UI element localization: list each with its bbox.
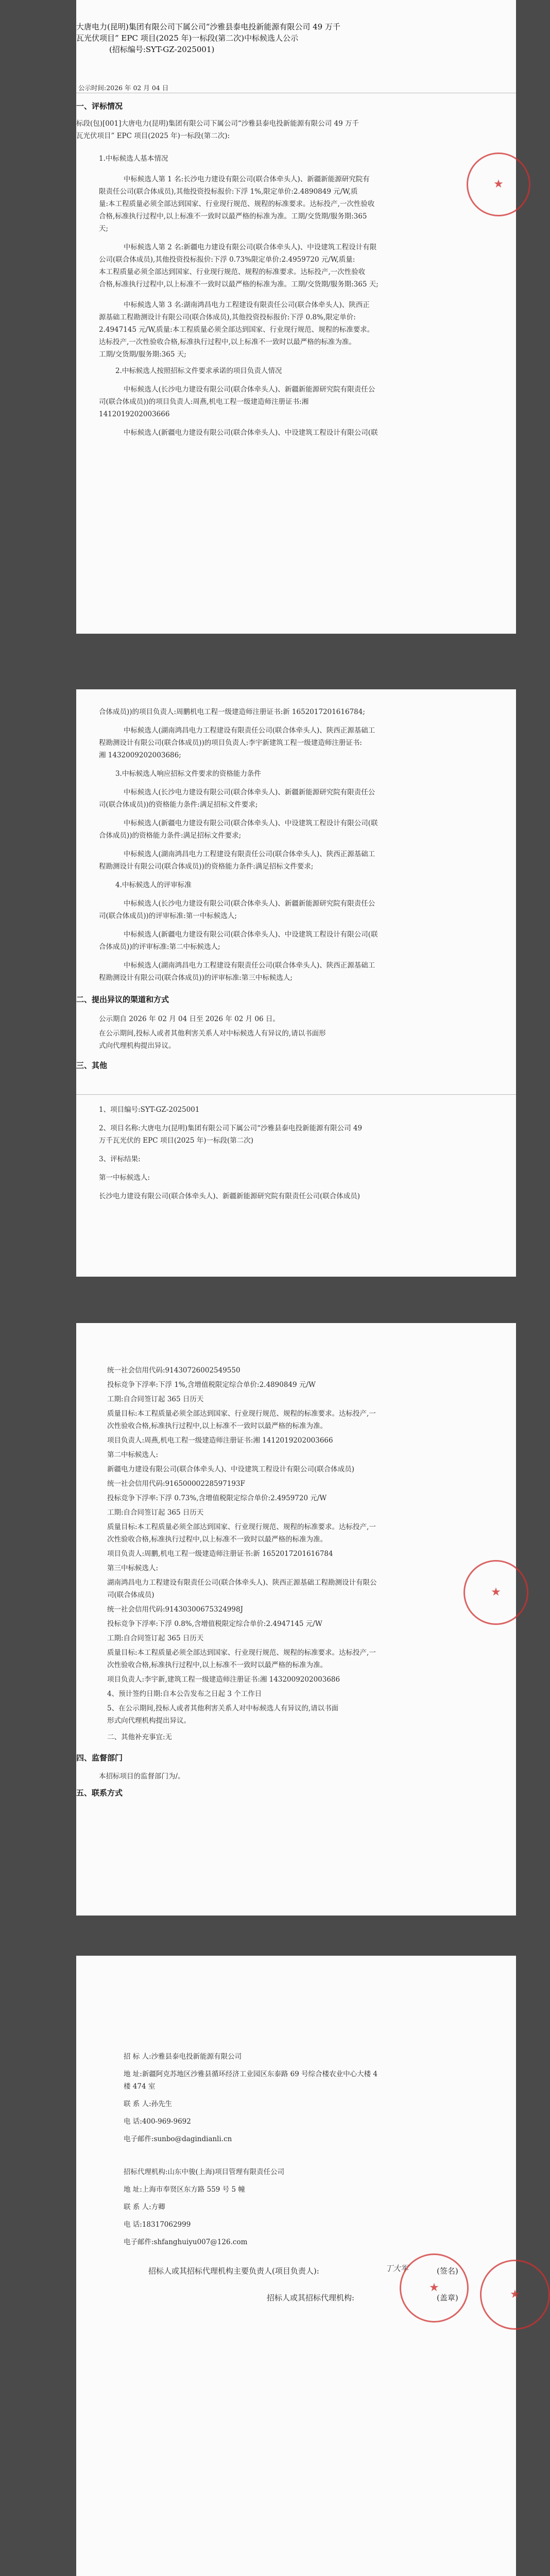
text-line: 电 话:400-969-9692 xyxy=(124,2117,191,2126)
text-line: 合体成员))的资格能力条件:满足招标文件要求; xyxy=(99,832,242,840)
text-line: 1、项目编号:SYT-GZ-2025001 xyxy=(99,1106,200,1114)
text-line: 联 系 人:孙先生 xyxy=(124,2100,173,2108)
text-line: 次性验收合格,标准执行过程中,以上标准不一致时以最严格的标准为准。 xyxy=(107,1422,328,1430)
text-line: 中标候选人(新疆电力建设有限公司(联合体牵头人)、中设建筑工程设计有限公司(联 xyxy=(124,429,378,437)
section-heading-2: 二、提出异议的渠道和方式 xyxy=(76,995,169,1004)
header-line-1: 大唐电力(昆明)集团有限公司下属公司“沙雅县泰电投新能源有限公司 49 万千 xyxy=(76,22,340,31)
text-line: 投标竞争下浮率:下浮 1%,含增值税限定综合单价:2.4890849 元/W xyxy=(107,1381,316,1389)
text-line: 合格,标准执行过程中,以上标准不一致时以最严格的标准为准。工期/交货期/服务期:365 xyxy=(99,212,367,221)
text-line: 中标候选人第 3 名:湖南鸿昌电力工程建设有限责任公司(联合体牵头人)、陕西正 xyxy=(124,301,370,309)
text-line: 中标候选人(湖南鸿昌电力工程建设有限责任公司(联合体牵头人)、陕西正源基础工 xyxy=(124,850,375,858)
header-line-2: 瓦光伏项目” EPC 项目(2025 年)一标段(第二次)中标候选人公示 xyxy=(76,33,299,43)
text-line: 形式向代理机构提出异议。 xyxy=(107,1717,191,1725)
text-line: 联 系 人:方卿 xyxy=(124,2203,165,2211)
text-line: 2.4947145 元/W,质量:本工程质量必须全部达到国家、行业现行规范、规程的标准要求。 xyxy=(99,326,374,334)
text-line: 电子邮件:sunbo@dagindianli.cn xyxy=(124,2135,232,2143)
text-line: 3.中标候选人响应招标文件要求的资格能力条件 xyxy=(115,770,261,778)
text-line: 程勘测设计有限公司(联合体成员))的资格能力条件:满足招标文件要求; xyxy=(99,862,314,871)
text-line: 项目负责人:李宇新,建筑工程一级建造师注册证书:湘 1432009202003686 xyxy=(107,1675,340,1684)
handwritten-signature: 丁大军 xyxy=(385,2264,409,2273)
text-line: 工期/交货期/服务期:365 天; xyxy=(99,350,186,359)
text-line: 质量目标:本工程质量必须全部达到国家、行业现行规范、规程的标准要求。达标投产,一 xyxy=(107,1410,376,1418)
text-line: 合体成员))的项目负责人:周鹏机电工程一级建造师注册证书:新 1652017201616784; xyxy=(99,708,365,716)
text-line: 招标代理机构:山东中骏(上海)项目管理有限责任公司 xyxy=(124,2168,285,2176)
text-line: 项目负责人:周鹏,机电工程一级建造师注册证书:新 1652017201616784 xyxy=(107,1550,333,1558)
text-line: 地 址:新疆阿克苏地区沙雅县循环经济工业园区东泰路 69 号综合楼农业中心大楼 4 xyxy=(124,2070,377,2078)
star-icon: ★ xyxy=(491,1586,501,1599)
sign-note: (签名) xyxy=(437,2266,458,2276)
text-line: 第二中标候选人: xyxy=(107,1451,159,1459)
star-icon: ★ xyxy=(493,178,504,191)
text-line: 源基础工程勘测设计有限公司(联合体成员),其他投资投标报价:下浮 0.8%,限定单价: xyxy=(99,313,356,321)
text-line: 1.中标候选人基本情况 xyxy=(99,155,168,163)
text-line: 二、其他补充事宜:无 xyxy=(107,1733,173,1741)
text-line: 项目负责人:周燕,机电工程一级建造师注册证书:湘 1412019202003666 xyxy=(107,1436,333,1445)
section-heading-1: 一、评标情况 xyxy=(76,101,123,111)
text-line: 质量目标:本工程质量必须全部达到国家、行业现行规范、规程的标准要求。达标投产,一 xyxy=(107,1649,376,1657)
text-line: 公司(联合体成员),其他投资投标报价:下浮 0.73%限定单价:2.4959720 元/W,质量: xyxy=(99,256,355,264)
text-line: 在公示期间,投标人或者其他利害关系人对中标候选人有异议的,请以书面形 xyxy=(99,1029,326,1038)
text-line: 限责任公司(联合体成员),其他投资投标报价:下浮 1%,限定单价:2.4890849 元/W,质 xyxy=(99,188,358,196)
text-line: 合格,标准执行过程中,以上标准不一致时以最严格的标准为准。工期/交货期/服务期:365 天; xyxy=(99,280,379,289)
signatory-label: 招标人或其招标代理机构主要负责人(项目负责人): xyxy=(148,2266,319,2276)
text-line: 中标候选人(长沙电力建设有限公司(联合体牵头人)、新疆新能源研究院有限责任公 xyxy=(124,385,375,394)
text-line: 达标投产,一次性验收合格,标准执行过程中,以上标准不一致时以最严格的标准为准。 xyxy=(99,338,356,346)
text-line: 中标候选人(湖南鸿昌电力工程建设有限责任公司(联合体牵头人)、陕西正源基础工 xyxy=(124,726,375,735)
text-line: 招 标 人:沙雅县泰电投新能源有限公司 xyxy=(124,2053,242,2061)
section-heading-5: 五、联系方式 xyxy=(76,1788,123,1798)
text-line: 地 址:上海市奉贤区东方路 559 号 5 幢 xyxy=(124,2185,245,2194)
document-page-3 xyxy=(76,1323,516,1916)
text-line: 投标竞争下浮率:下浮 0.8%,含增值税限定综合单价:2.4947145 元/W xyxy=(107,1620,322,1628)
document-page-2 xyxy=(76,689,516,1277)
text-line: 第三中标候选人: xyxy=(107,1564,159,1572)
red-seal-stamp xyxy=(400,2253,469,2323)
text-line: 式向代理机构提出异议。 xyxy=(99,1042,176,1050)
text-line: 中标候选人(湖南鸿昌电力工程建设有限责任公司(联合体牵头人)、陕西正源基础工 xyxy=(124,961,375,970)
text-line: 1412019202003666 xyxy=(99,410,170,418)
document-page-4 xyxy=(76,1956,520,2576)
text-line: 程勘测设计有限公司(联合体成员))的项目负责人:李宇新建筑工程一级建造师注册证书: xyxy=(99,739,362,747)
text-line: 4.中标候选人的评审标准 xyxy=(115,881,192,889)
document-page-1 xyxy=(76,0,516,634)
text-line: 质量目标:本工程质量必须全部达到国家、行业现行规范、规程的标准要求。达标投产,一 xyxy=(107,1523,376,1531)
section-heading-4: 四、监督部门 xyxy=(76,1753,123,1762)
text-line: 瓦光伏项目” EPC 项目(2025 年)一标段(第二次): xyxy=(76,132,230,140)
red-seal-stamp xyxy=(463,1560,528,1625)
red-seal-stamp xyxy=(467,152,530,216)
text-line: 4、预计签约日期:自本公告发布之日起 3 个工作日 xyxy=(107,1690,262,1698)
red-seal-stamp xyxy=(480,2260,550,2330)
text-line: 万千瓦光伏的 EPC 项目(2025 年)一标段(第二次) xyxy=(99,1137,254,1145)
text-line: 统一社会信用代码:91650000228597193F xyxy=(107,1480,245,1488)
text-line: 中标候选人(长沙电力建设有限公司(联合体牵头人)、新疆新能源研究院有限责任公 xyxy=(124,788,375,796)
text-line: 2.中标候选人按照招标文件要求承诺的项目负责人情况 xyxy=(115,367,282,375)
text-line: 次性验收合格,标准执行过程中,以上标准不一致时以最严格的标准为准。 xyxy=(107,1535,328,1544)
text-line: 2、项目名称:大唐电力(昆明)集团有限公司下属公司“沙雅县泰电投新能源有限公司 49 xyxy=(99,1124,363,1132)
text-line: 程勘测设计有限公司(联合体成员))的评审标准:第三中标候选人; xyxy=(99,974,293,982)
text-line: 中标候选人第 2 名:新疆电力建设有限公司(联合体牵头人)、中设建筑工程设计有限 xyxy=(124,243,377,251)
text-line: 电 话:18317062999 xyxy=(124,2221,191,2229)
text-line: 标段(包)[001]大唐电力(昆明)集团有限公司下属公司“沙雅县泰电投新能源有限公司 49 万千 xyxy=(76,120,359,128)
text-line: 本招标项目的监督部门为/。 xyxy=(99,1772,185,1781)
text-line: 楼 474 室 xyxy=(124,2082,156,2091)
text-line: 第一中标候选人: xyxy=(99,1174,150,1182)
text-line: 3、评标结果: xyxy=(99,1155,141,1163)
text-line: 司(联合体成员) xyxy=(107,1591,154,1599)
announce-date: 公示时间:2026 年 02 月 04 日 xyxy=(78,84,169,92)
text-line: 中标候选人(长沙电力建设有限公司(联合体牵头人)、新疆新能源研究院有限责任公 xyxy=(124,900,375,908)
text-line: 中标候选人(新疆电力建设有限公司(联合体牵头人)、中设建筑工程设计有限公司(联 xyxy=(124,930,378,939)
star-icon: ★ xyxy=(429,2281,439,2294)
text-line: 湖南鸿昌电力工程建设有限责任公司(联合体牵头人)、陕西正源基础工程勘测设计有限公 xyxy=(107,1579,377,1587)
text-line: 本工程质量必须全部达到国家、行业现行规范、规程的标准要求。达标投产,一次性验收 xyxy=(99,268,366,276)
text-line: 投标竞争下浮率:下浮 0.73%,含增值税限定综合单价:2.4959720 元/W xyxy=(107,1494,327,1502)
seal-note: (盖章) xyxy=(437,2293,458,2302)
divider xyxy=(76,1094,516,1095)
text-line: 新疆电力建设有限公司(联合体牵头人)、中设建筑工程设计有限公司(联合体成员) xyxy=(107,1465,355,1473)
text-line: 长沙电力建设有限公司(联合体牵头人)、新疆新能源研究院有限责任公司(联合体成员) xyxy=(99,1192,360,1200)
text-line: 中标候选人(新疆电力建设有限公司(联合体牵头人)、中设建筑工程设计有限公司(联 xyxy=(124,819,378,827)
text-line: 湘 1432009202003686; xyxy=(99,751,181,759)
star-icon: ★ xyxy=(510,2288,520,2301)
text-line: 统一社会信用代码:91430726002549550 xyxy=(107,1366,240,1375)
text-line: 工期:自合同签订起 365 日历天 xyxy=(107,1509,204,1517)
text-line: 工期:自合同签订起 365 日历天 xyxy=(107,1395,204,1403)
text-line: 中标候选人第 1 名:长沙电力建设有限公司(联合体牵头人)、新疆新能源研究院有 xyxy=(124,175,370,183)
text-line: 司(联合体成员))的评审标准:第一中标候选人; xyxy=(99,912,237,920)
text-line: 5、在公示期间,投标人或者其他利害关系人对中标候选人有异议的,请以书面 xyxy=(107,1704,339,1713)
text-line: 公示期自 2026 年 02 月 04 日至 2026 年 02 月 06 日。 xyxy=(99,1015,280,1023)
text-line: 司(联合体成员))的资格能力条件:满足招标文件要求; xyxy=(99,801,258,809)
text-line: 次性验收合格,标准执行过程中,以上标准不一致时以最严格的标准为准。 xyxy=(107,1661,328,1669)
agency-label: 招标人或其招标代理机构: xyxy=(267,2293,355,2302)
text-line: 司(联合体成员))的项目负责人:周燕,机电工程一级建造师注册证书:湘 xyxy=(99,398,309,406)
text-line: 工期:自合同签订起 365 日历天 xyxy=(107,1634,204,1642)
header-line-3: (招标编号:SYT-GZ-2025001) xyxy=(109,45,215,54)
text-line: 合体成员))的评审标准:第二中标候选人; xyxy=(99,943,220,951)
text-line: 电子邮件:shfanghuiyu007@126.com xyxy=(124,2238,248,2246)
text-line: 天; xyxy=(99,225,109,233)
text-line: 量:本工程质量必须全部达到国家、行业现行规范、规程的标准要求。达标投产,一次性验收 xyxy=(99,200,375,208)
section-heading-3: 三、其他 xyxy=(76,1061,108,1070)
text-line: 统一社会信用代码:91430300675324998J xyxy=(107,1605,243,1614)
